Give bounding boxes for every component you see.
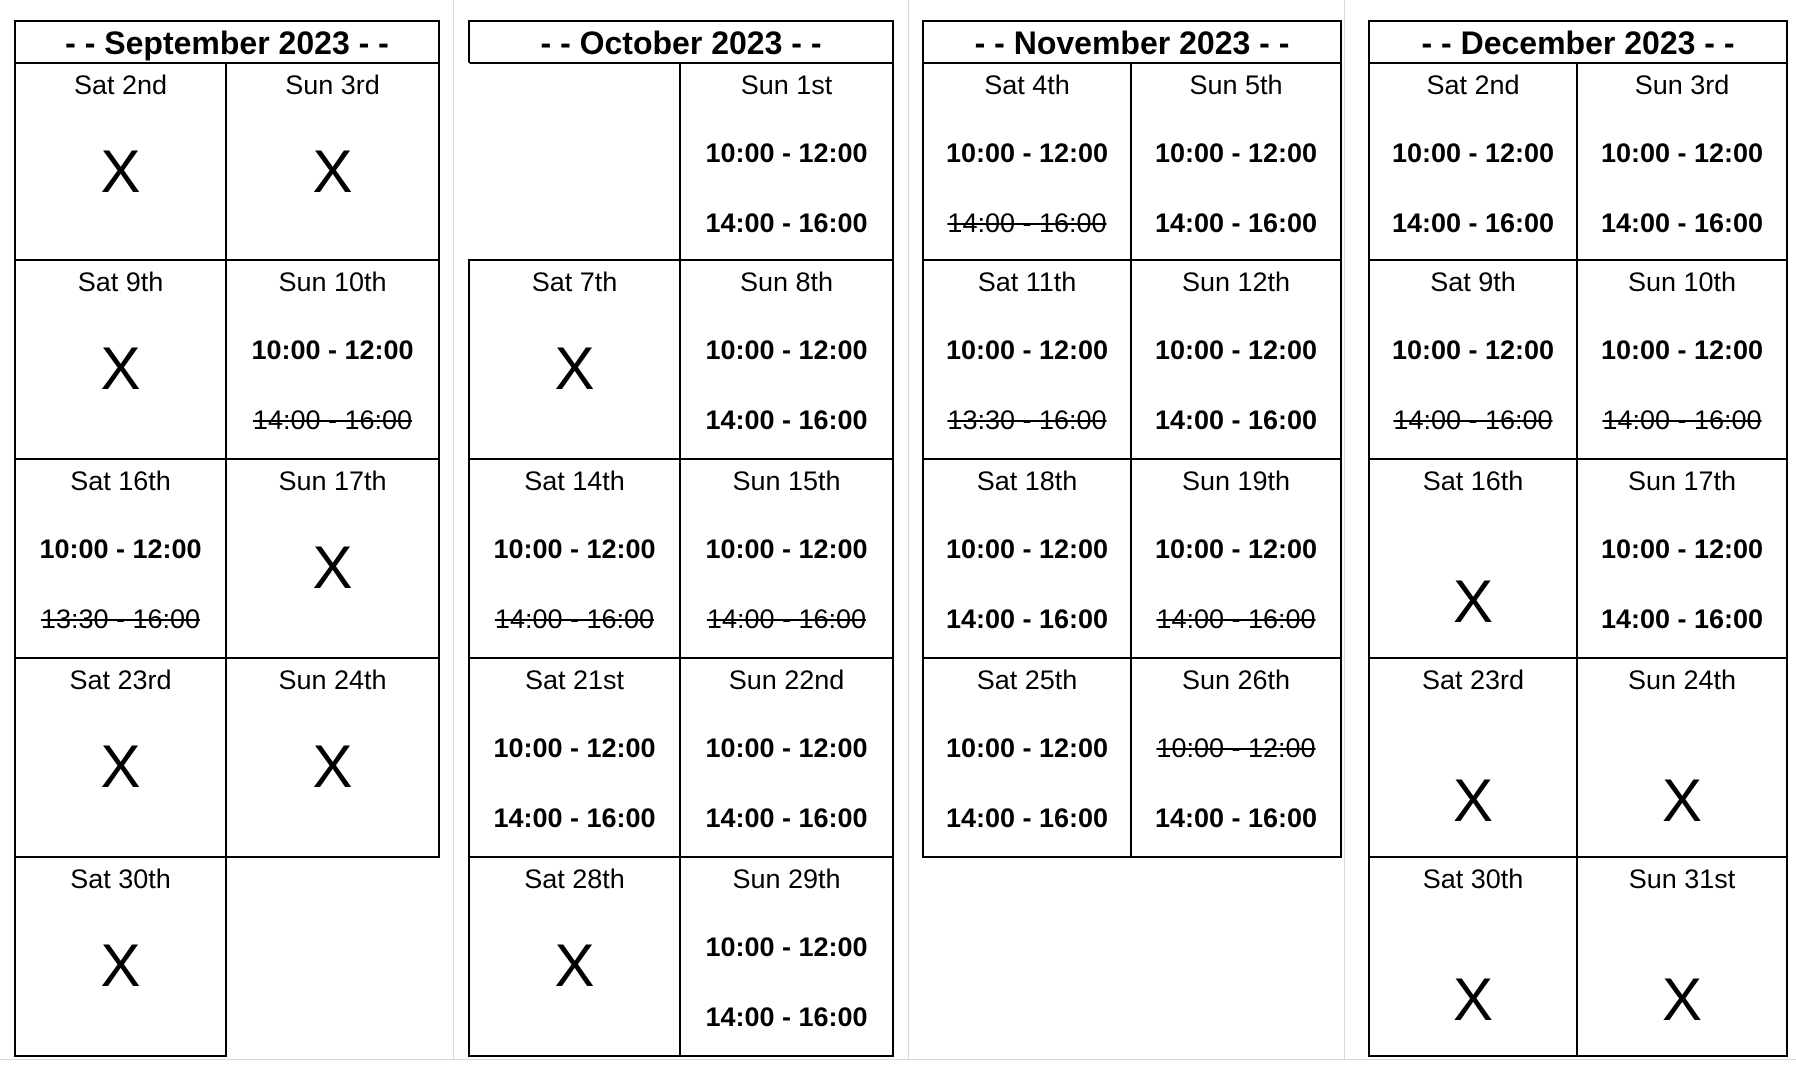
day-cell — [1368, 657, 1578, 858]
day-cell — [14, 856, 227, 1057]
time-slot: 10:00 - 12:00 — [39, 534, 202, 564]
month-title: - - September 2023 - - — [14, 20, 440, 62]
time-slot: 10:00 - 12:00 — [1600, 335, 1764, 365]
time-slot: 10:00 - 12:00 — [945, 534, 1109, 564]
time-slot: 14:00 - 16:00 — [1154, 405, 1318, 435]
closed-mark: X — [1452, 966, 1494, 1033]
cancelled-time-slot: 14:00 - 16:00 — [947, 208, 1107, 238]
time-slot: 10:00 - 12:00 — [705, 733, 868, 763]
cancelled-time-slot: 14:00 - 16:00 — [1156, 604, 1316, 634]
time-slot: 10:00 - 12:00 — [493, 733, 656, 763]
closed-mark: X — [100, 733, 141, 800]
day-label: Sun 15th — [732, 466, 841, 496]
day-cell — [1130, 62, 1342, 261]
day-label: Sat 16th — [70, 466, 171, 496]
day-cell — [679, 657, 894, 858]
day-cell — [1576, 62, 1788, 261]
day-label: Sat 4th — [984, 70, 1070, 100]
day-label: Sun 17th — [278, 466, 387, 496]
day-label: Sun 3rd — [1634, 70, 1730, 100]
closed-mark: X — [1452, 767, 1494, 834]
time-slot: 14:00 - 16:00 — [705, 208, 868, 238]
closed-mark: X — [554, 335, 595, 402]
day-label: Sun 3rd — [285, 70, 380, 100]
day-cell — [1576, 657, 1788, 858]
day-cell — [225, 259, 440, 460]
day-cell — [1576, 259, 1788, 460]
month-title: - - October 2023 - - — [468, 20, 894, 62]
day-label: Sat 9th — [1430, 267, 1516, 297]
time-slot: 14:00 - 16:00 — [705, 405, 868, 435]
closed-mark: X — [1661, 966, 1703, 1033]
closed-mark: X — [1661, 767, 1703, 834]
day-label: Sun 29th — [732, 864, 841, 894]
day-label: Sun 17th — [1627, 466, 1737, 496]
time-slot: 14:00 - 16:00 — [1600, 604, 1764, 634]
month-block — [14, 20, 440, 1057]
cancelled-time-slot: 14:00 - 16:00 — [252, 405, 413, 435]
time-slot: 10:00 - 12:00 — [1154, 534, 1318, 564]
day-label: Sun 8th — [739, 267, 834, 297]
time-slot: 10:00 - 12:00 — [1600, 534, 1764, 564]
closed-mark: X — [1452, 568, 1494, 635]
day-cell — [468, 856, 681, 1057]
time-slot: 10:00 - 12:00 — [945, 335, 1109, 365]
day-label: Sat 30th — [1422, 864, 1524, 894]
day-cell — [14, 62, 227, 261]
closed-mark: X — [100, 138, 141, 205]
day-cell — [1368, 856, 1578, 1057]
month-block — [922, 20, 1342, 858]
time-slot: 10:00 - 12:00 — [1391, 138, 1555, 168]
time-slot: 14:00 - 16:00 — [1154, 803, 1318, 833]
cancelled-time-slot: 14:00 - 16:00 — [494, 604, 655, 634]
day-label: Sat 18th — [976, 466, 1078, 496]
closed-mark: X — [312, 534, 353, 601]
day-cell — [468, 657, 681, 858]
time-slot: 14:00 - 16:00 — [1391, 208, 1555, 238]
time-slot: 14:00 - 16:00 — [1154, 208, 1318, 238]
time-slot: 14:00 - 16:00 — [945, 803, 1109, 833]
day-cell — [1130, 259, 1342, 460]
time-slot: 14:00 - 16:00 — [493, 803, 656, 833]
day-label: Sat 2nd — [73, 70, 168, 100]
time-slot: 10:00 - 12:00 — [705, 335, 868, 365]
time-slot: 14:00 - 16:00 — [945, 604, 1109, 634]
day-cell — [679, 458, 894, 659]
cancelled-time-slot: 13:30 - 16:00 — [947, 405, 1107, 435]
cancelled-time-slot: 14:00 - 16:00 — [1393, 405, 1553, 435]
day-cell — [679, 62, 894, 261]
day-label: Sun 24th — [278, 665, 387, 695]
day-cell — [1130, 657, 1342, 858]
day-label: Sun 12th — [1181, 267, 1291, 297]
time-slot: 10:00 - 12:00 — [705, 138, 868, 168]
day-label: Sun 1st — [740, 70, 833, 100]
day-label: Sun 26th — [1181, 665, 1291, 695]
day-cell — [225, 458, 440, 659]
time-slot: 14:00 - 16:00 — [1600, 208, 1764, 238]
time-slot: 14:00 - 16:00 — [705, 1002, 868, 1032]
time-slot: 10:00 - 12:00 — [1154, 335, 1318, 365]
day-cell — [225, 62, 440, 261]
day-cell — [922, 458, 1132, 659]
month-title: - - December 2023 - - — [1368, 20, 1788, 62]
day-label: Sat 9th — [77, 267, 164, 297]
day-label: Sun 19th — [1181, 466, 1291, 496]
day-cell — [1368, 458, 1578, 659]
day-cell — [468, 458, 681, 659]
day-label: Sun 5th — [1189, 70, 1283, 100]
day-label: Sat 25th — [976, 665, 1078, 695]
closed-mark: X — [554, 932, 595, 999]
time-slot: 10:00 - 12:00 — [1154, 138, 1318, 168]
day-cell — [922, 657, 1132, 858]
day-cell — [1576, 458, 1788, 659]
month-block — [468, 20, 894, 1057]
time-slot: 10:00 - 12:00 — [1600, 138, 1764, 168]
day-cell — [679, 856, 894, 1057]
time-slot: 14:00 - 16:00 — [705, 803, 868, 833]
cancelled-time-slot: 10:00 - 12:00 — [1156, 733, 1316, 763]
month-block — [1368, 20, 1788, 1057]
gridline — [453, 0, 454, 1060]
day-cell — [1130, 458, 1342, 659]
time-slot: 10:00 - 12:00 — [945, 733, 1109, 763]
month-title: - - November 2023 - - — [922, 20, 1342, 62]
day-cell — [225, 657, 440, 858]
day-cell — [14, 259, 227, 460]
day-cell — [14, 657, 227, 858]
gridline — [908, 0, 909, 1060]
cancelled-time-slot: 13:30 - 16:00 — [40, 604, 201, 634]
day-label: Sat 7th — [531, 267, 618, 297]
day-cell — [1368, 62, 1578, 261]
empty-day-cell — [225, 856, 440, 1057]
day-cell — [922, 62, 1132, 261]
closed-mark: X — [100, 932, 141, 999]
gridline — [0, 1059, 1796, 1060]
cancelled-time-slot: 14:00 - 16:00 — [1602, 405, 1762, 435]
time-slot: 10:00 - 12:00 — [705, 932, 868, 962]
day-cell — [1368, 259, 1578, 460]
day-label: Sat 23rd — [1421, 665, 1525, 695]
day-label: Sun 10th — [278, 267, 387, 297]
day-cell — [14, 458, 227, 659]
time-slot: 10:00 - 12:00 — [945, 138, 1109, 168]
cancelled-time-slot: 14:00 - 16:00 — [706, 604, 867, 634]
day-cell — [1576, 856, 1788, 1057]
closed-mark: X — [312, 733, 353, 800]
time-slot: 10:00 - 12:00 — [251, 335, 414, 365]
day-label: Sat 16th — [1422, 466, 1524, 496]
closed-mark: X — [312, 138, 353, 205]
day-label: Sat 2nd — [1426, 70, 1520, 100]
day-label: Sat 30th — [70, 864, 171, 894]
time-slot: 10:00 - 12:00 — [1391, 335, 1555, 365]
time-slot: 10:00 - 12:00 — [705, 534, 868, 564]
day-label: Sun 31st — [1628, 864, 1736, 894]
empty-day-cell — [468, 62, 681, 261]
day-label: Sun 22nd — [728, 665, 845, 695]
day-label: Sat 28th — [524, 864, 625, 894]
day-cell — [679, 259, 894, 460]
day-cell — [922, 259, 1132, 460]
day-label: Sat 23rd — [69, 665, 172, 695]
day-label: Sun 10th — [1627, 267, 1737, 297]
day-label: Sat 14th — [524, 466, 625, 496]
day-label: Sun 24th — [1627, 665, 1737, 695]
time-slot: 10:00 - 12:00 — [493, 534, 656, 564]
day-cell — [468, 259, 681, 460]
day-label: Sat 21st — [524, 665, 625, 695]
day-label: Sat 11th — [977, 267, 1077, 297]
gridline — [1344, 0, 1345, 1060]
closed-mark: X — [100, 335, 141, 402]
